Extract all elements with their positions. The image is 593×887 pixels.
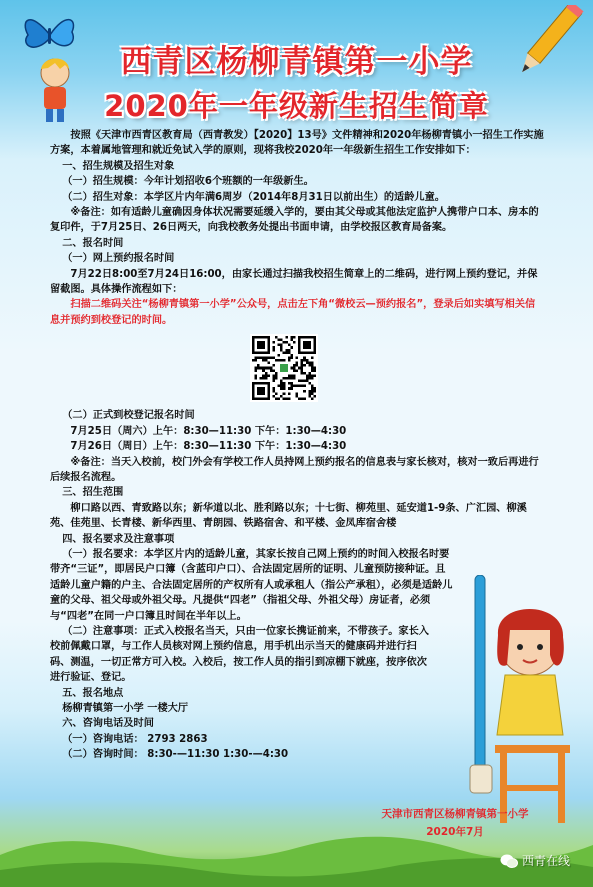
section-2-item-b: （二）正式到校登记报名时间 [62,410,195,422]
section-1-title: 一、招生规模及招生对象 [62,160,175,172]
section-2-day-1: 7月25日（周六）上午：8:30—11:30 下午：1:30—4:30 [70,425,347,437]
section-1-item-b: （二）招生对象：本学区片内年满6周岁（2014年8月31日以前出生）的适龄儿童。 [62,191,445,203]
footer-school: 天津市西青区杨柳青镇第一小学 [381,808,529,820]
section-1-item-a: （一）招生规模：今年计划招收6个班额的一年级新生。 [62,176,314,188]
section-3-text: 柳口路以西、青致路以东；新华道以北、胜利路以东；十七街、柳苑里、延安道1-9条、广汇园、柳溪苑、佳苑里、长青楼、新华西里、青朗园、铁路宿舍、和平楼、金凤库宿舍楼 [50,502,527,530]
section-5-title: 五、报名地点 [62,687,124,699]
footer-date: 2020年7月 [426,826,484,838]
wechat-account-name: 西青在线 [522,854,571,868]
section-2-title: 二、报名时间 [62,237,124,249]
footer-signature [350,805,560,841]
wechat-icon [500,853,518,869]
qr-code[interactable] [250,334,318,402]
girl-painter-illustration [455,575,590,825]
section-5-text: 杨柳青镇第一小学 一楼大厅 [62,703,189,714]
section-6-item-a: （一）咨询电话： 2793 2863 [62,733,208,745]
intro-paragraph: 按照《天津市西青区教育局（西青教发）【2020】13号》文件精神和2020年杨柳青镇小一招生工作实施方案，本着属地管理和就近免试入学的原则，现将我校2020年一年级新生招生工作安排如下： [50,130,544,157]
school-name-title: 西青区杨柳青镇第一小学 [120,44,473,80]
section-1-note: ※备注：如有适龄儿童确因身体状况需要延缓入学的，要由其父母或其他法定监护人携带户口本、房本的复印件，于7月25日、26日两天，向我校教务处提出书面申请，由学校报区教育局备案。 [50,207,539,234]
section-3-title: 三、招生范围 [62,487,124,499]
section-2-red-instruction: 扫描二维码关注“杨柳青镇第一小学”公众号，点击左下角“微校云—预约报名”，登录后如实填写相关信息并预约到校登记的时间。 [50,299,536,326]
section-2-note: ※备注：当天入校前，校门外会有学校工作人员持网上预约报名的信息表与家长核对，核对一致后再进行后续报名流程。 [50,456,539,483]
notice-title: 2020年一年级新生招生简章 [104,89,489,123]
section-6-title: 六、咨询电话及时间 [62,718,154,730]
section-4-item-b: （二）注意事项：正式入校报名当天，只由一位家长携证前来，不带孩子。家长入校前佩戴口罩，与工作人员核对网上预约信息，用手机出示当天的健康码并进行扫码、测温，一切正常方可入校。入校后，按工作人员的指引到凉棚下就座，按序依次进行验证、登记。 [50,625,429,684]
section-2-item-a: （一）网上预约报名时间 [62,253,175,265]
section-4-item-a: （一）报名要求：本学区片内的适龄儿童，其家长按自己网上预约的时间入校报名时要带齐“三证”，即居民户口簿（含蓝印户口）、合法固定居所的证明、儿童预防接种证。且适龄儿童户籍的户主、合法固定居所的产权所有人或承租人（指公产承租），必须是适龄儿童的父母、祖父母或外祖父母。凡提供“四老”（指祖父母、外祖父母）房证者，必须与“四老”在同一户口簿且时间在半年以上。 [50,548,453,622]
wechat-watermark [500,852,570,869]
section-2-item-a-text: 7月22日8:00至7月24日16:00，由家长通过扫描我校招生简章上的二维码，进行网上预约登记，并保留截图。具体操作流程如下： [50,268,538,296]
section-4-title: 四、报名要求及注意事项 [62,533,175,545]
section-2-day-2: 7月26日（周日）上午：8:30—11:30 下午：1:30—4:30 [70,441,347,453]
section-6-item-b: （二）咨询时间： 8:30-—11:30 1:30-—4:30 [62,749,289,761]
